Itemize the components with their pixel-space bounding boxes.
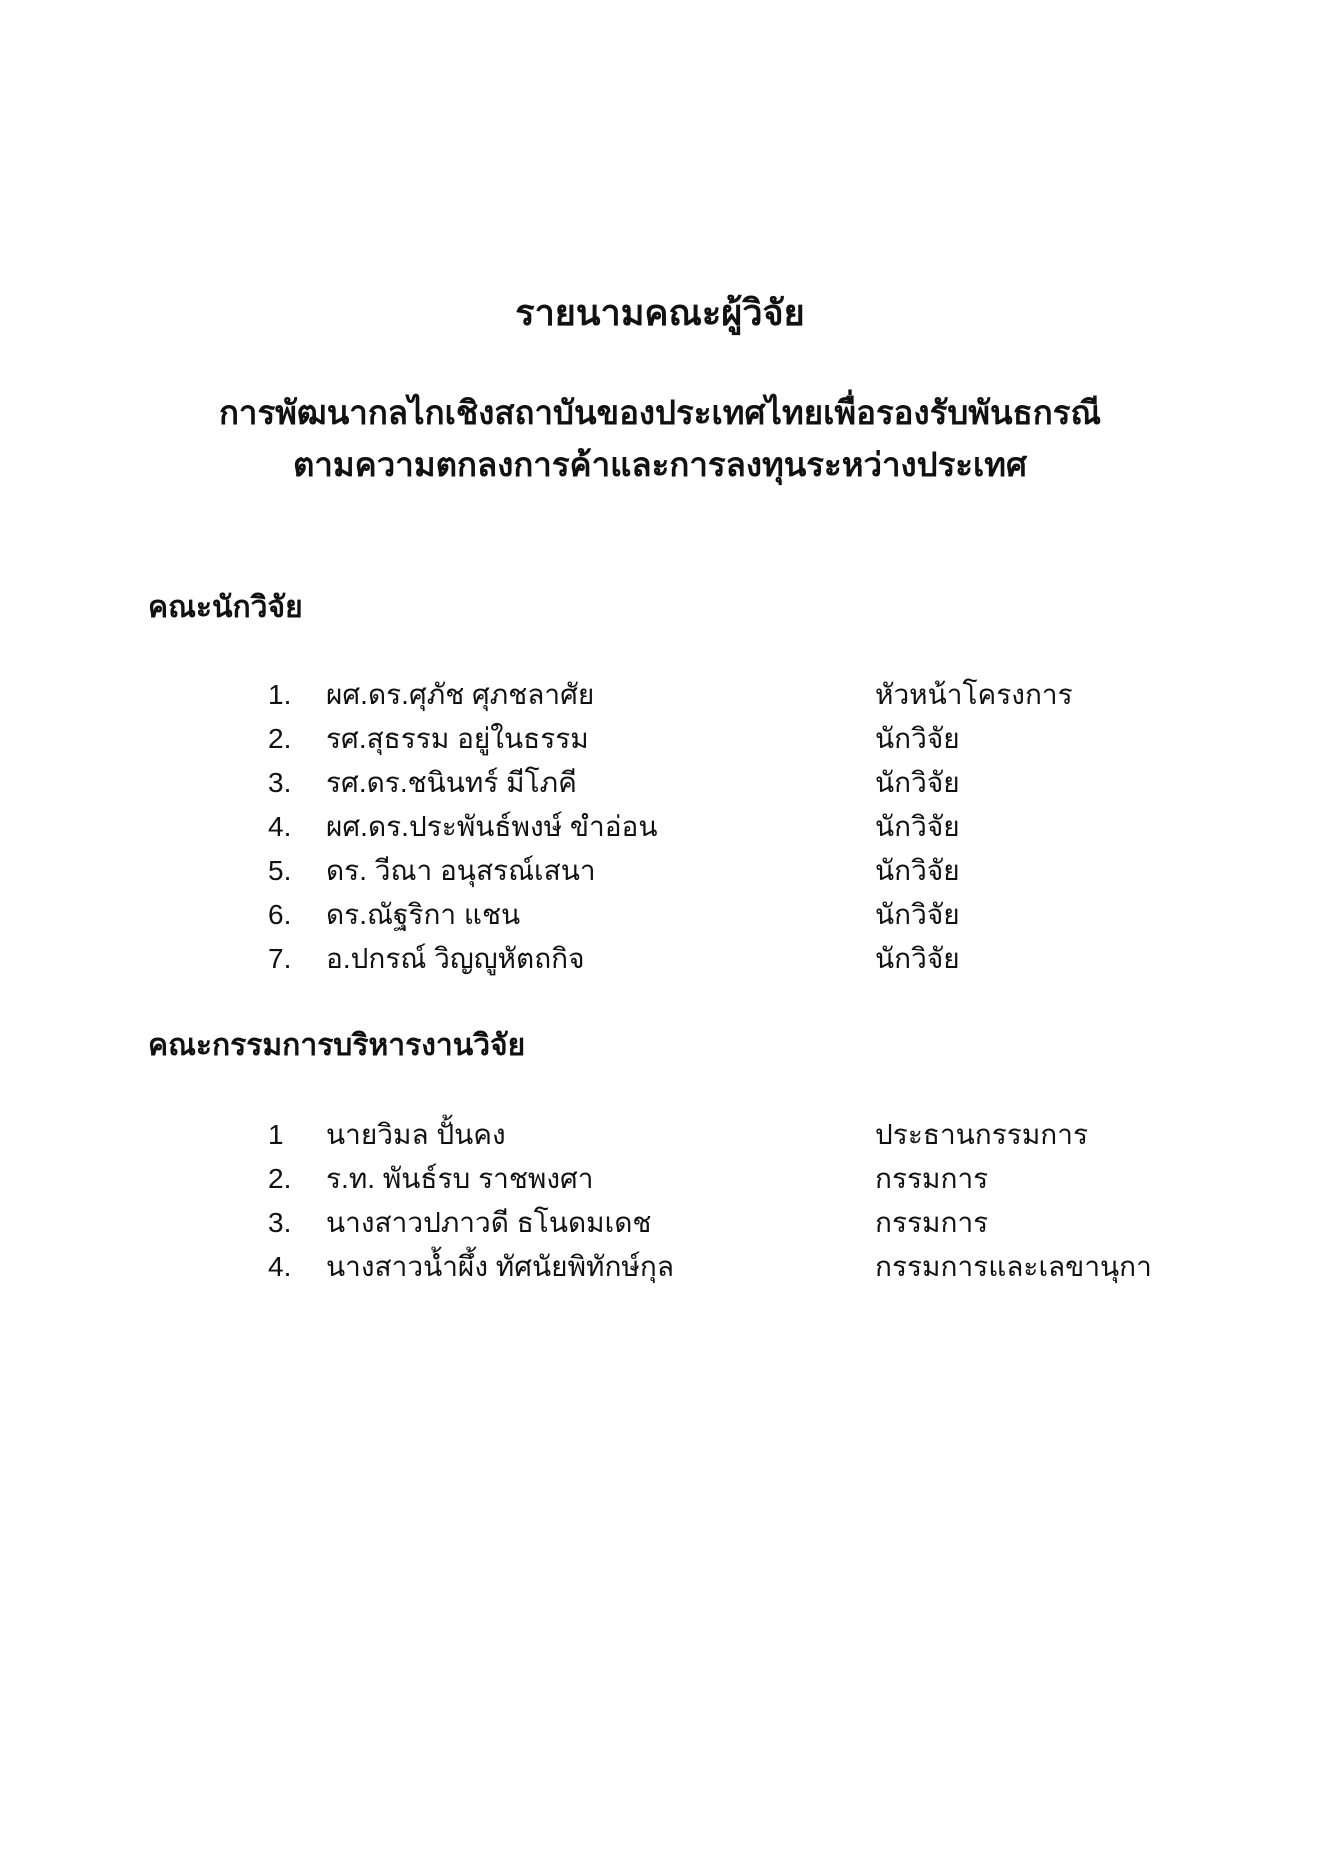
researchers-list <box>0 629 1320 981</box>
member-role: กรรมการ <box>875 1163 989 1195</box>
member-row <box>0 1245 1320 1289</box>
member-name: นางสาวปภาวดี ธโนดมเดช <box>326 1207 652 1239</box>
member-number: 6. <box>268 899 292 931</box>
member-name: ผศ.ดร.ศุภัช ศุภชลาศัย <box>326 679 595 711</box>
member-number: 1 <box>268 1119 284 1151</box>
project-title-line2: ตามความตกลงการค้าและการลงทุนระหว่างประเทศ <box>292 446 1028 484</box>
member-role: ประธานกรรมการ <box>875 1119 1089 1151</box>
document-title: รายนามคณะผู้วิจัย <box>515 292 805 333</box>
member-name: ผศ.ดร.ประพันธ์พงษ์ ขำอ่อน <box>326 811 658 843</box>
member-row <box>0 1201 1320 1245</box>
member-name: อ.ปกรณ์ วิญญูหัตถกิจ <box>326 943 585 975</box>
member-row <box>0 1113 1320 1157</box>
member-row <box>0 937 1320 981</box>
member-row <box>0 673 1320 717</box>
member-role: นักวิจัย <box>875 723 960 755</box>
member-number: 1. <box>268 679 292 711</box>
member-number: 3. <box>268 767 292 799</box>
section-heading-committee: คณะกรรมการบริหารงานวิจัย <box>148 1029 526 1063</box>
project-title <box>0 339 1320 491</box>
member-row <box>0 805 1320 849</box>
member-number: 4. <box>268 811 292 843</box>
member-number: 3. <box>268 1207 292 1239</box>
member-role: กรรมการ <box>875 1207 989 1239</box>
member-role: นักวิจัย <box>875 767 960 799</box>
member-role: กรรมการและเลขานุกา <box>875 1251 1152 1283</box>
member-name: รศ.สุธรรม อยู่ในธรรม <box>326 723 589 755</box>
member-name: ดร.ณัฐริกา แชน <box>326 899 521 931</box>
section-heading-researchers: คณะนักวิจัย <box>148 591 303 625</box>
member-number: 5. <box>268 855 292 887</box>
member-name: นางสาวน้ำผึ้ง ทัศนัยพิทักษ์กุล <box>326 1251 675 1283</box>
member-name: นายวิมล ปั้นคง <box>326 1119 506 1151</box>
committee-list <box>0 1067 1320 1289</box>
member-name: ร.ท. พันธ์รบ ราชพงศา <box>326 1163 594 1195</box>
member-role: นักวิจัย <box>875 943 960 975</box>
member-row <box>0 717 1320 761</box>
member-row <box>0 849 1320 893</box>
member-number: 7. <box>268 943 292 975</box>
member-role: นักวิจัย <box>875 811 960 843</box>
member-row <box>0 893 1320 937</box>
member-name: ดร. วีณา อนุสรณ์เสนา <box>326 855 596 887</box>
member-row <box>0 1157 1320 1201</box>
member-name: รศ.ดร.ชนินทร์ มีโภคี <box>326 767 577 799</box>
member-role: นักวิจัย <box>875 855 960 887</box>
member-number: 4. <box>268 1251 292 1283</box>
project-title-line1: การพัฒนากลไกเชิงสถาบันของประเทศไทยเพื่อรองรับพันธกรณี <box>218 394 1102 432</box>
member-role: หัวหน้าโครงการ <box>875 679 1073 711</box>
member-number: 2. <box>268 1163 292 1195</box>
member-role: นักวิจัย <box>875 899 960 931</box>
member-number: 2. <box>268 723 292 755</box>
member-row <box>0 761 1320 805</box>
